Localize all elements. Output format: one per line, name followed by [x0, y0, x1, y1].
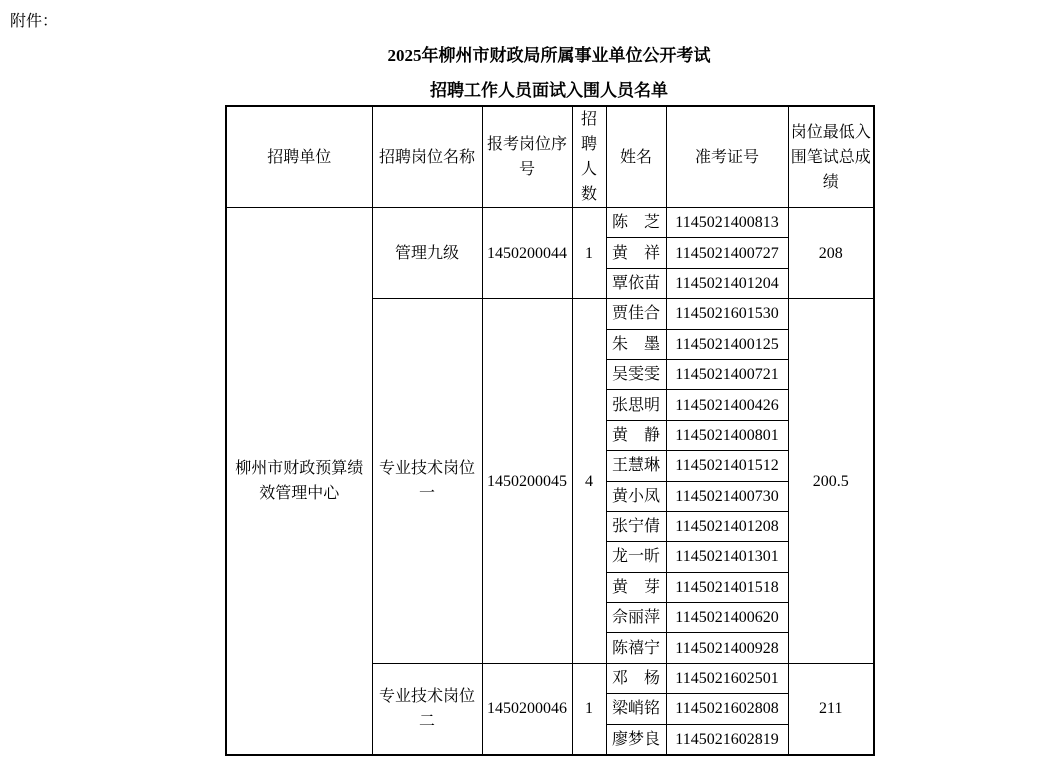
ticket-cell: 1145021400928 — [666, 633, 788, 663]
document-title-line1: 2025年柳州市财政局所属事业单位公开考试 — [387, 46, 711, 65]
col-header-ticket: 准考证号 — [666, 106, 788, 208]
document-title-line2: 招聘工作人员面试入围人员名单 — [430, 81, 668, 100]
ticket-cell: 1145021400125 — [666, 329, 788, 359]
col-header-name: 姓名 — [606, 106, 666, 208]
position-code-cell: 1450200046 — [482, 663, 572, 754]
name-cell: 龙一昕 — [606, 542, 666, 572]
name-cell: 黄 祥 — [606, 238, 666, 268]
name-cell: 黄小凤 — [606, 481, 666, 511]
col-header-position-code: 报考岗位序号 — [482, 106, 572, 208]
ticket-cell: 1145021400801 — [666, 420, 788, 450]
col-header-unit: 招聘单位 — [226, 106, 372, 208]
headcount-cell: 1 — [572, 663, 606, 754]
ticket-cell: 1145021401512 — [666, 451, 788, 481]
name-cell: 吴雯雯 — [606, 359, 666, 389]
name-cell: 贾佳合 — [606, 299, 666, 329]
position-cell: 管理九级 — [372, 208, 482, 299]
position-code-cell: 1450200044 — [482, 208, 572, 299]
name-cell: 廖梦良 — [606, 724, 666, 754]
ticket-cell: 1145021401301 — [666, 542, 788, 572]
name-cell: 张宁倩 — [606, 511, 666, 541]
min-score-cell: 208 — [788, 208, 874, 299]
ticket-cell: 1145021400426 — [666, 390, 788, 420]
headcount-cell: 4 — [572, 299, 606, 664]
name-cell: 邓 杨 — [606, 663, 666, 693]
ticket-cell: 1145021400620 — [666, 603, 788, 633]
ticket-cell: 1145021400813 — [666, 208, 788, 238]
attachment-label: 附件： — [10, 13, 59, 30]
ticket-cell: 1145021602501 — [666, 663, 788, 693]
unit-cell: 柳州市财政预算绩效管理中心 — [226, 208, 372, 755]
headcount-cell: 1 — [572, 208, 606, 299]
name-cell: 黄 芽 — [606, 572, 666, 602]
name-cell: 张思明 — [606, 390, 666, 420]
name-cell: 佘丽萍 — [606, 603, 666, 633]
interview-roster-table — [225, 105, 875, 756]
table-row — [226, 208, 874, 238]
name-cell: 朱 墨 — [606, 329, 666, 359]
col-header-headcount: 招聘人数 — [572, 106, 606, 208]
ticket-cell: 1145021601530 — [666, 299, 788, 329]
table-header-row — [226, 106, 874, 208]
ticket-cell: 1145021400727 — [666, 238, 788, 268]
ticket-cell: 1145021401208 — [666, 511, 788, 541]
ticket-cell: 1145021400721 — [666, 359, 788, 389]
col-header-min-score: 岗位最低入围笔试总成绩 — [788, 106, 874, 208]
min-score-cell: 200.5 — [788, 299, 874, 664]
ticket-cell: 1145021400730 — [666, 481, 788, 511]
name-cell: 陈禧宁 — [606, 633, 666, 663]
ticket-cell: 1145021401204 — [666, 268, 788, 298]
position-code-cell: 1450200045 — [482, 299, 572, 664]
position-cell: 专业技术岗位二 — [372, 663, 482, 754]
min-score-cell: 211 — [788, 663, 874, 754]
ticket-cell: 1145021401518 — [666, 572, 788, 602]
ticket-cell: 1145021602808 — [666, 694, 788, 724]
col-header-position: 招聘岗位名称 — [372, 106, 482, 208]
ticket-cell: 1145021602819 — [666, 724, 788, 754]
name-cell: 覃依苗 — [606, 268, 666, 298]
name-cell: 王慧琳 — [606, 451, 666, 481]
name-cell: 陈 芝 — [606, 208, 666, 238]
position-cell: 专业技术岗位一 — [372, 299, 482, 664]
name-cell: 黄 静 — [606, 420, 666, 450]
name-cell: 梁峭铭 — [606, 694, 666, 724]
